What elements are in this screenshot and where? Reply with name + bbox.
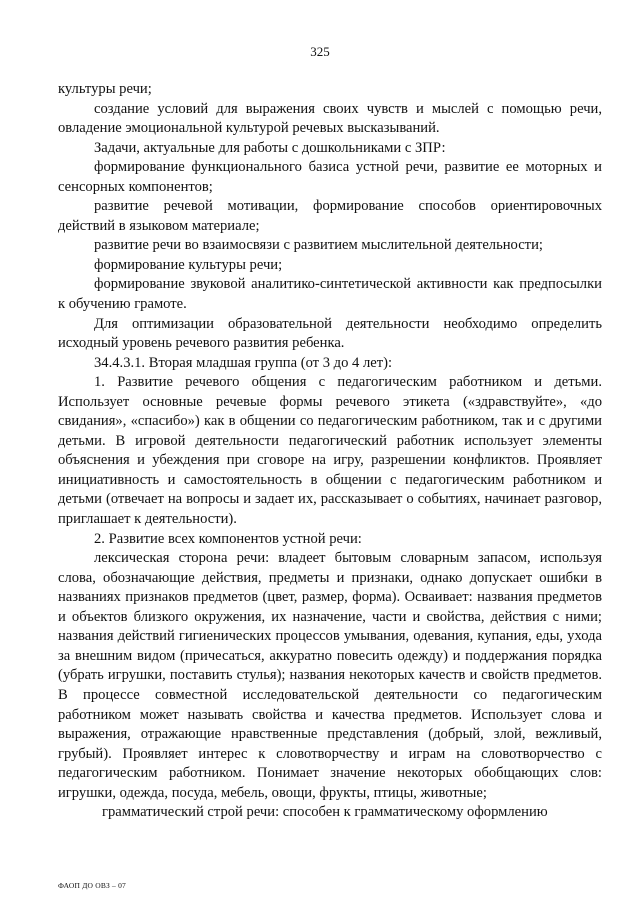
paragraph: формирование культуры речи; [94,256,283,273]
paragraph: грамматический строй речи: способен к грамматическому оформлению [102,804,548,821]
paragraph: лексическая сторона речи: владеет бытовым словарным запасом, используя слова, обозначающие действия, предметы и признаки, однако допускает ошибки в названиях признаков предметов (цвет, размер, форма). Осваивает: названия предметов и объектов близкого окружения, их назначение, части и свойства, действия с ними; названия действий гигиенических процессов умывания, одевания, купания, еды, ухода за внешним видом (причесаться, аккуратно повесить одежду) и поддержания порядка (убрать игрушки, поставить стулья); названия некоторых качеств и свойств предметов. В процессе совместной исследовательской деятельности со педагогическим работником может называть свойства и качества предметов. Использует слова и выражения, отражающие нравственные представления (добрый, злой, вежливый, грубый). Проявляет интерес к словотворчеству и играм на словотворчество с педагогическим работником. Понимает значение некоторых обобщающих слов: игрушки, одежда, посуда, мебель, овощи, фрукты, птицы, животные; [58,550,602,801]
paragraph: создание условий для выражения своих чувств и мыслей с помощью речи, овладение эмоциональной культурой речевых высказываний. [58,100,602,137]
paragraph: развитие речевой мотивации, формирование способов ориентировочных действий в языковом материале; [58,198,602,234]
page-number: 325 [310,44,330,59]
paragraph: 2. Развитие всех компонентов устной речи: [94,530,362,547]
paragraph: 1. Развитие речевого общения с педагогическим работником и детьми. Использует основные речевые формы речевого этикета («здравствуйте», «до свидания», «спасибо») как в общении со педагогическим работником, так и с другими детьми. В игровой деятельности педагогический работник использует элементы объяснения и убеждения при сговоре на игру, разрешении конфликтов. Проявляет инициативность и самостоятельность в общении с педагогическим работником и детьми (отвечает на вопросы и задает их, рассказывает о событиях, начинает разговор, приглашает к деятельности). [58,374,602,528]
paragraph: формирование звуковой аналитико-синтетической активности как предпосылки к обучению грамоте. [58,276,602,313]
paragraph: развитие речи во взаимосвязи с развитием мыслительной деятельности; [94,237,543,254]
paragraph: формирование функционального базиса устной речи, развитие ее моторных и сенсорных компонентов; [58,159,602,195]
paragraph: Задачи, актуальные для работы с дошкольниками с ЗПР: [94,139,446,156]
paragraph: 34.4.3.1. Вторая младшая группа (от 3 до 4 лет): [94,354,393,371]
footer-label: ФАОП ДО ОВЗ – 07 [58,881,126,890]
paragraph: Для оптимизации образовательной деятельности необходимо определить исходный уровень речевого развития ребенка. [58,315,602,352]
document-body [58,80,602,823]
paragraph: культуры речи; [58,81,152,97]
